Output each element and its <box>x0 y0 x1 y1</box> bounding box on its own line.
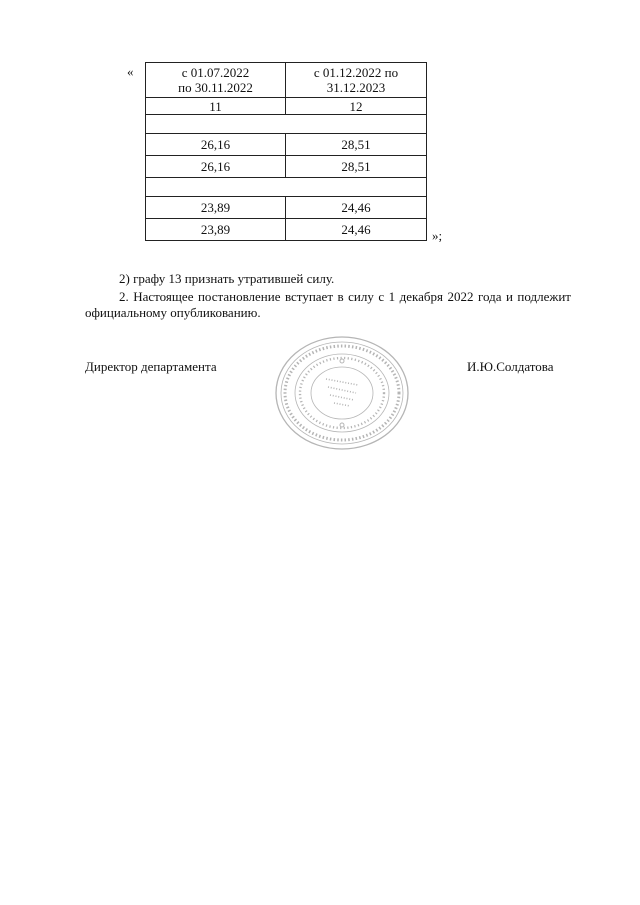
column-number-row <box>146 98 427 115</box>
empty-cell <box>146 115 427 134</box>
header-cell-line: 31.12.2023 <box>326 80 386 95</box>
opening-quote: « <box>127 64 134 79</box>
empty-row <box>146 115 427 134</box>
table-cell: 24,46 <box>286 197 427 219</box>
header-cell-period-1 <box>146 63 286 98</box>
empty-cell <box>146 178 427 197</box>
table-cell: 28,51 <box>286 156 427 178</box>
table-cell: 24,46 <box>286 219 427 241</box>
header-cell-line: по 30.11.2022 <box>178 80 253 95</box>
table-cell: 23,89 <box>146 219 286 241</box>
table-row <box>146 197 427 219</box>
header-cell-period-2 <box>286 63 427 98</box>
table-cell: 26,16 <box>146 134 286 156</box>
table-cell: 23,89 <box>146 197 286 219</box>
closing-quote: »; <box>432 228 443 243</box>
column-number-cell: 12 <box>286 98 427 115</box>
official-seal-icon <box>272 333 412 453</box>
table-cell: 28,51 <box>286 134 427 156</box>
header-cell-line: с 01.12.2022 по <box>313 65 399 80</box>
table-header-row <box>146 63 427 98</box>
table-row <box>146 219 427 241</box>
empty-row <box>146 178 427 197</box>
signer-position: Директор департамента <box>85 359 217 374</box>
signer-name: И.Ю.Солдатова <box>467 359 554 374</box>
paragraph-point-2: 2. Настоящее постановление вступает в силу с 1 декабря 2022 года и подлежит официальному опубликованию. <box>85 289 571 320</box>
table-row <box>146 156 427 178</box>
paragraph-item-2: 2) графу 13 признать утратившей силу. <box>119 271 335 286</box>
table-row <box>146 134 427 156</box>
table-cell: 26,16 <box>146 156 286 178</box>
tariff-table <box>145 62 427 241</box>
column-number-cell: 11 <box>146 98 286 115</box>
header-cell-line: с 01.07.2022 <box>181 65 250 80</box>
